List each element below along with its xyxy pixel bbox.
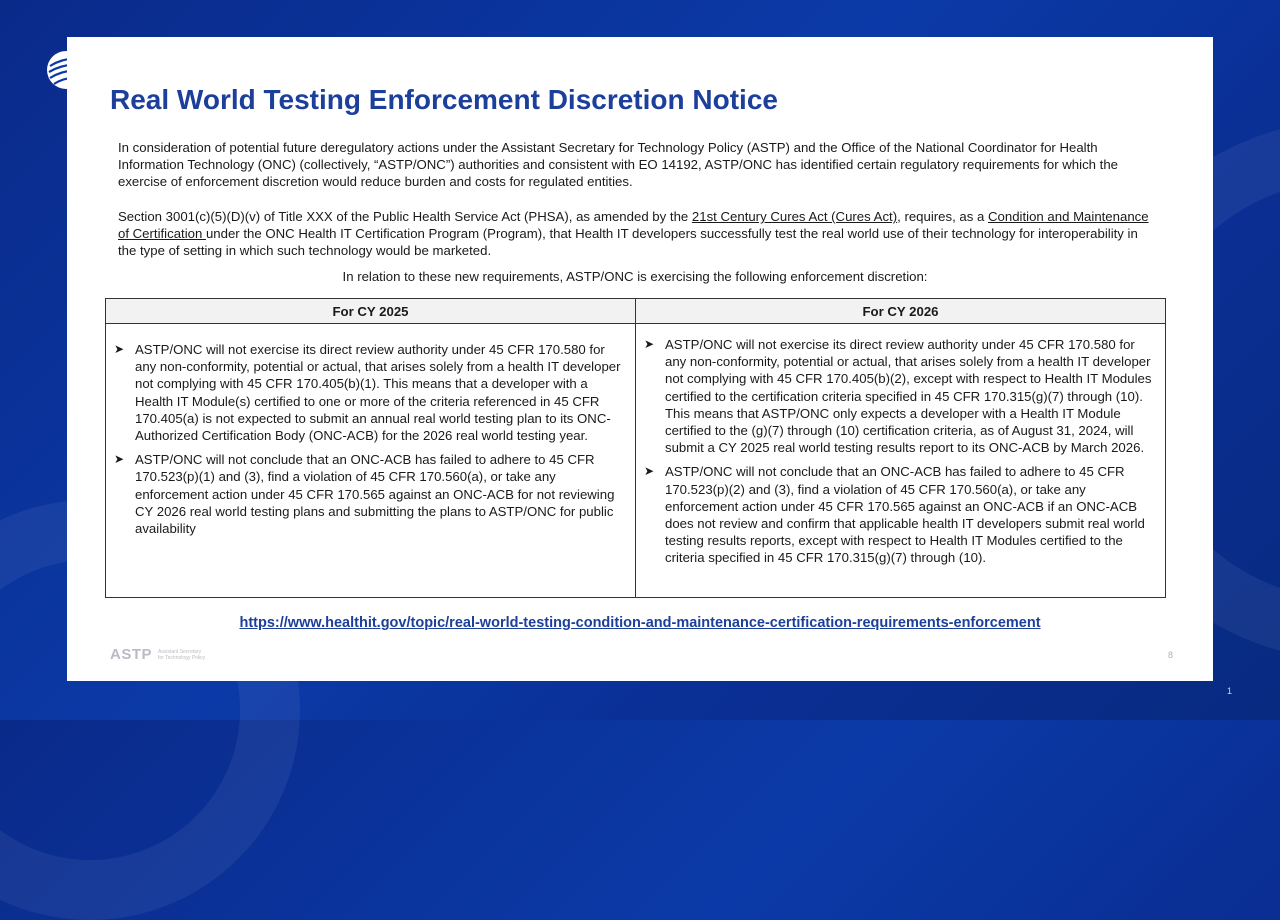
bullet-text: ASTP/ONC will not exercise its direct review authority under 45 CFR 170.580 for any non-conformity, potential or actual, that arises solely from a health IT developer not complying with 45 CFR 170.405(b)(2), except with respect to Health IT Modules certified to the certification criteria specified in 45 CFR 170.315(g)(7) through (10). This means that ASTP/ONC only expects a developer with a Health IT Module certified to the (g)(7) through (10) certification criteria, as of August 31, 2024, will submit a CY 2025 real world testing results report to its ONC-ACB by March 2026. — [665, 337, 1152, 456]
list-item — [106, 451, 635, 537]
bullet-text: ASTP/ONC will not exercise its direct review authority under 45 CFR 170.580 for any non-conformity, potential or actual, that arises solely from a health IT developer not complying with 45 CFR 170.405(b)(1). This means that a developer with a Health IT Module(s) certified to one or more of the criteria referenced in 45 CFR 170.405(a) is not expected to submit an annual real world testing plan to its ONC-Authorized Certification Body (ONC-ACB) for the 2026 real world testing year. — [135, 342, 621, 444]
footer-tagline-line1: Assistant Secretary — [158, 648, 202, 655]
footer-tagline-line2: for Technology Policy — [158, 654, 206, 661]
bullet-text: ASTP/ONC will not conclude that an ONC-ACB has failed to adhere to 45 CFR 170.523(p)(1) and (3), find a violation of 45 CFR 170.560(a), or take any enforcement action under 45 CFR 170.565 against an ONC-ACB for not reviewing CY 2026 real world testing plans and submitting the plans to ASTP/ONC for public availability — [135, 452, 615, 537]
cy-2025-cell — [106, 324, 636, 598]
footer-logo — [110, 646, 205, 663]
section-text-1: Section 3001(c)(5)(D)(v) of Title XXX of the Public Health Service Act (PHSA), as amended by the — [118, 209, 692, 224]
list-item — [106, 341, 635, 444]
bullet-text: ASTP/ONC will not conclude that an ONC-ACB has failed to adhere to 45 CFR 170.523(p)(2) and (3), find a violation of 45 CFR 170.560(a), or take any enforcement action under 45 CFR 170.565 against an ONC-ACB if an ONC-ACB does not review and confirm that applicable health IT developers submit real world testing results reports, except with respect to Health IT Modules certified to the criteria specified in 45 CFR 170.315(g)(7) through (10). — [665, 464, 1145, 566]
list-item — [636, 336, 1165, 456]
section-paragraph — [118, 208, 1158, 260]
page-number: 1 — [1227, 686, 1233, 696]
cy-2026-cell — [636, 324, 1166, 598]
arrow-bullet-icon: ➤ — [114, 452, 125, 467]
section-text-2: , requires, as a — [897, 209, 989, 224]
list-item — [636, 463, 1165, 566]
header-cy-2025: For CY 2025 — [106, 299, 636, 324]
cures-act-link[interactable]: 21st Century Cures Act (Cures Act) — [691, 209, 898, 224]
footer-brand: ASTP — [110, 646, 153, 663]
arrow-bullet-icon: ➤ — [644, 337, 655, 351]
slide-panel — [67, 37, 1213, 681]
slide-number: 8 — [1167, 650, 1173, 660]
enforcement-intro: In relation to these new requirements, ASTP/ONC is exercising the following enforcement discretion: — [342, 269, 928, 284]
condition-maintenance-link[interactable]: Condition and Maintenance of Certification — [118, 209, 1149, 242]
arrow-bullet-icon: ➤ — [644, 464, 655, 479]
intro-paragraph: In consideration of potential future deregulatory actions under the Assistant Secretary for Technology Policy (ASTP) and the Office of the National Coordinator for Health Information Technology (ONC) (collectively, “ASTP/ONC”) authorities and consistent with EO 14192, ASTP/ONC has identified certain regulatory requirements for which the exercise of enforcement discretion would reduce burden and costs for regulated entities. — [118, 140, 1118, 190]
footer-tagline — [158, 649, 205, 661]
slide-title: Real World Testing Enforcement Discretion Notice — [110, 84, 778, 115]
enforcement-table — [105, 298, 1166, 598]
section-text-3: under the ONC Health IT Certification Program (Program), that Health IT developers successfully test the real world use of their technology for interoperability in the type of setting in which such technology would be marketed. — [118, 226, 1138, 259]
header-cy-2026: For CY 2026 — [636, 299, 1166, 324]
arrow-bullet-icon: ➤ — [114, 342, 125, 356]
healthit-url-link[interactable]: https://www.healthit.gov/topic/real-world-testing-condition-and-maintenance-certification-requirements-enforcement — [239, 615, 1041, 631]
